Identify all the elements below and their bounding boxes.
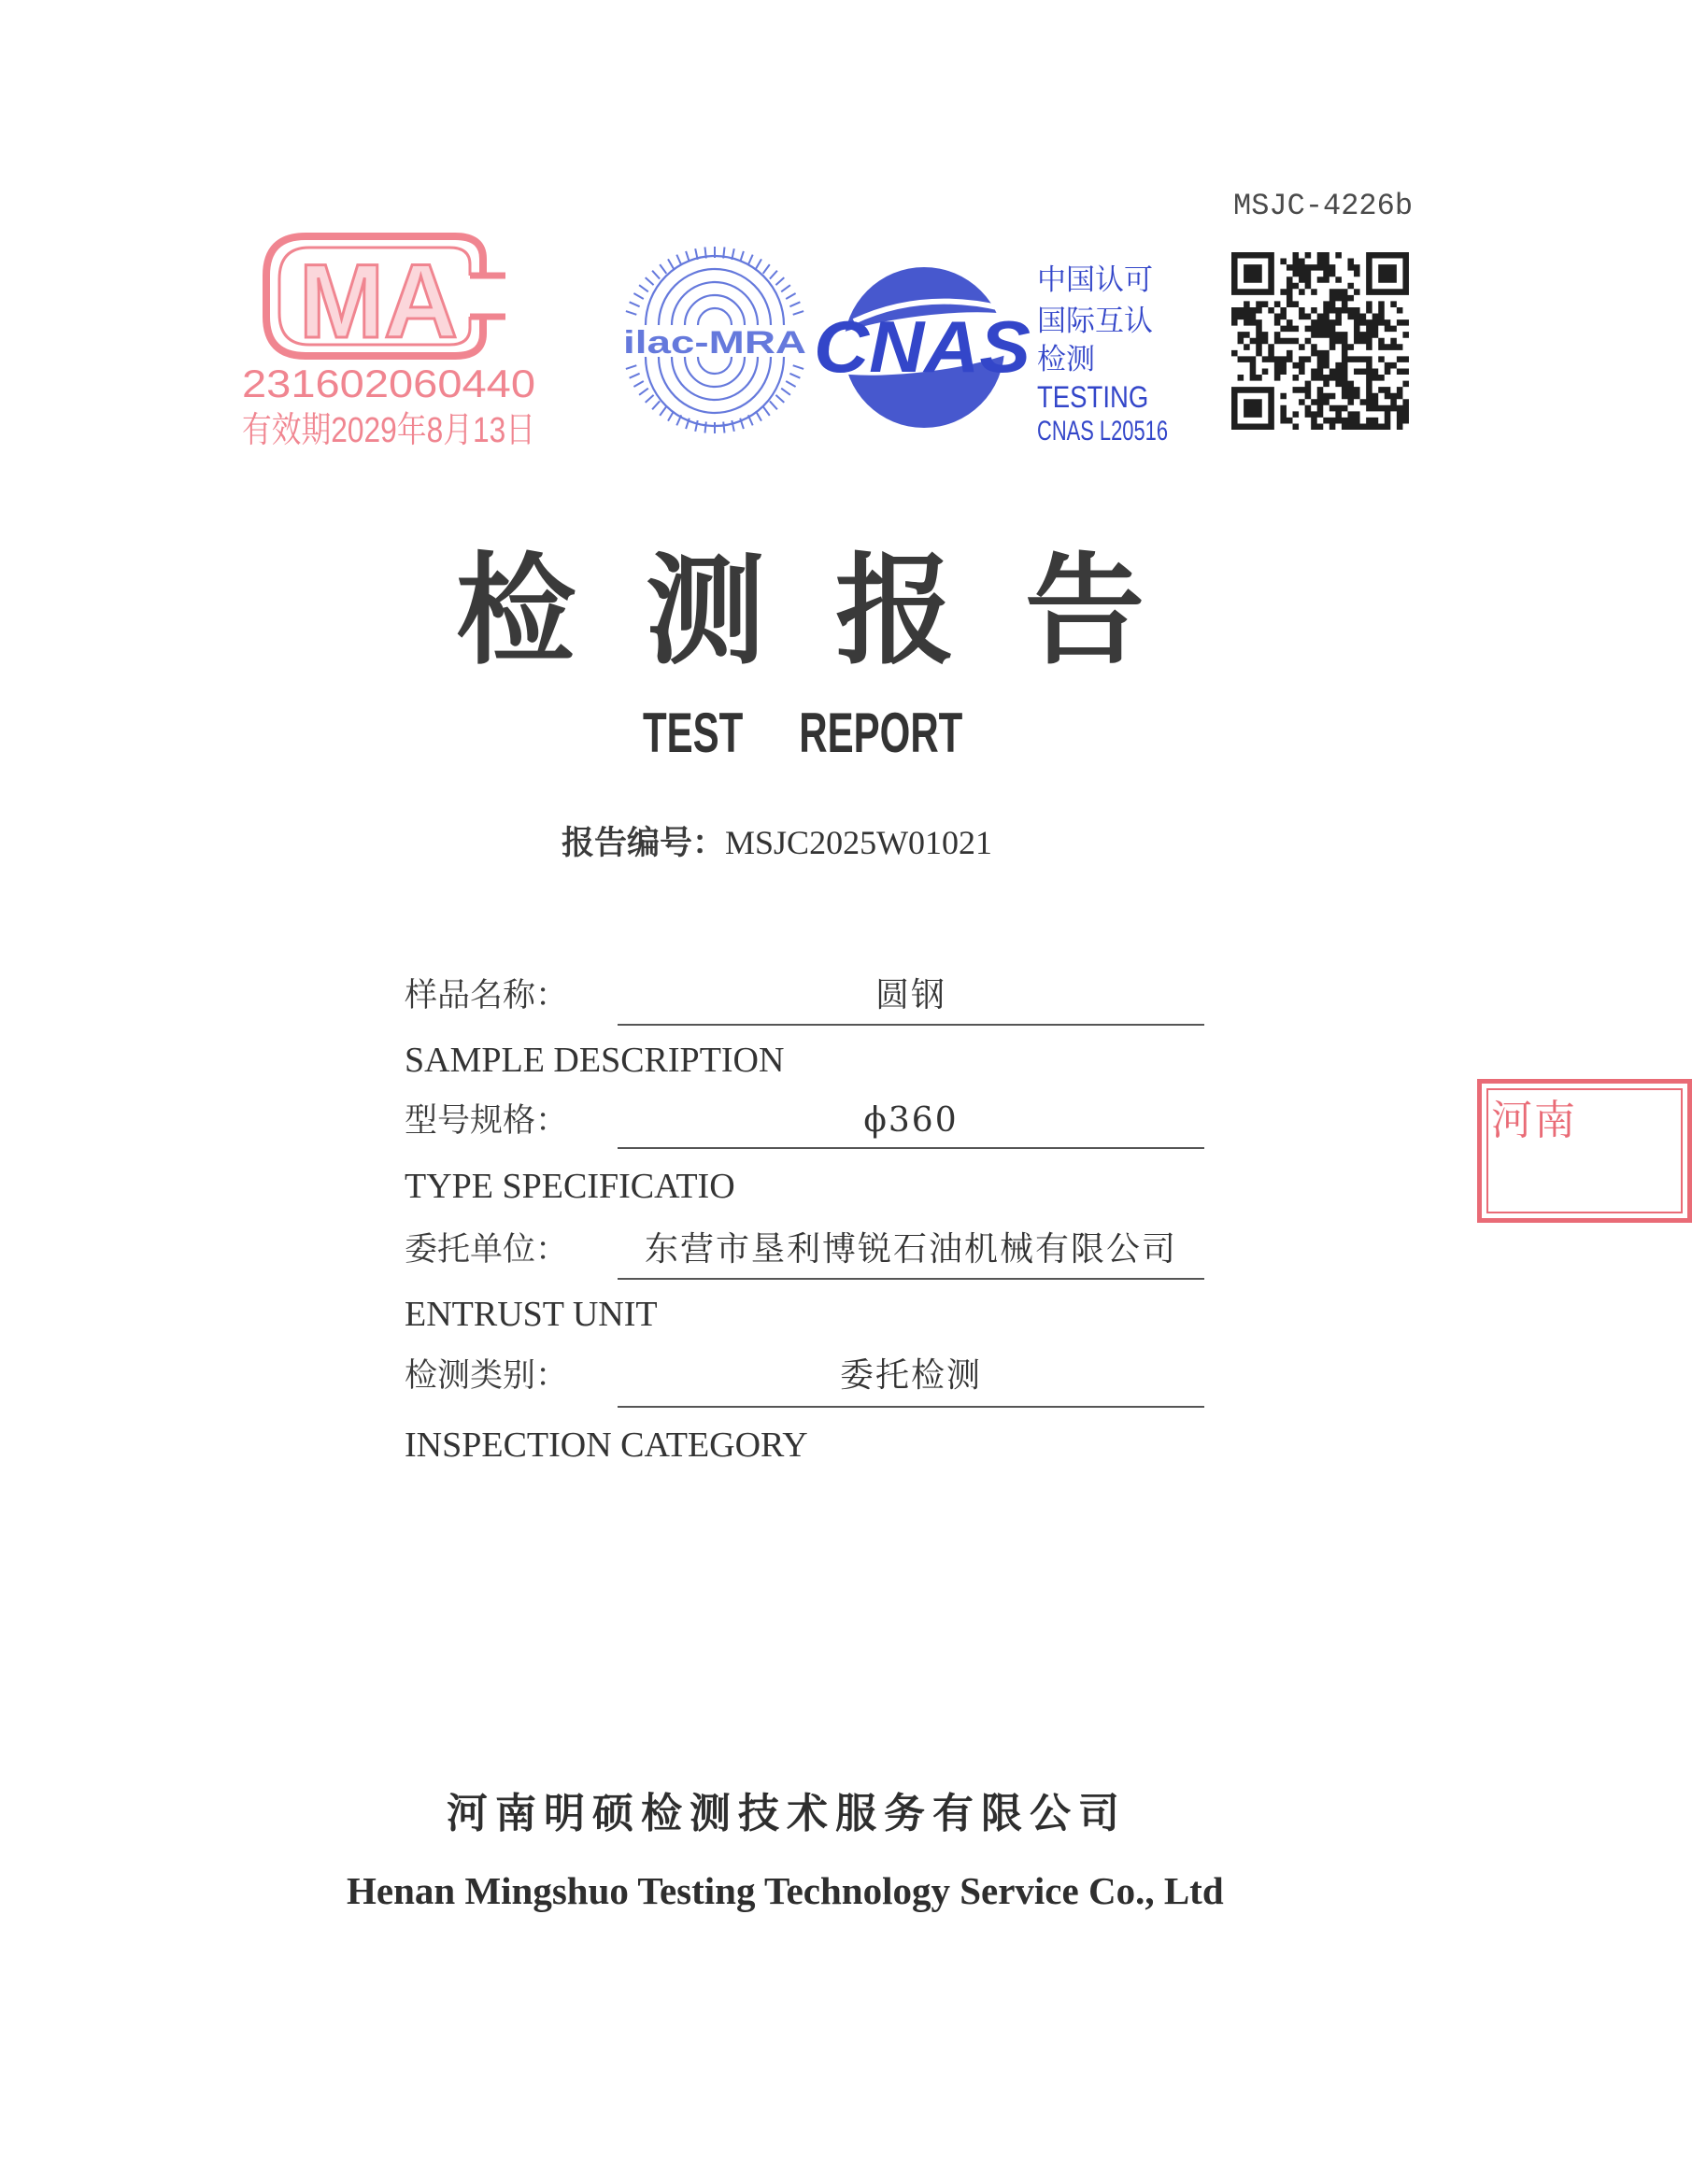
- ilac-tick: [732, 420, 734, 432]
- ilac-tick: [633, 293, 643, 299]
- ilac-tick: [763, 264, 770, 274]
- ilac-tick: [676, 255, 681, 265]
- page-title-zh: 检测报告: [456, 541, 1216, 681]
- ilac-tick: [652, 271, 660, 279]
- edge-seal-text: 河南: [1491, 1097, 1577, 1144]
- ilac-tick: [652, 401, 660, 409]
- cnas-line-testing-en: TESTING: [1037, 380, 1149, 414]
- ilac-tick: [770, 401, 777, 409]
- ilac-tick: [775, 395, 784, 403]
- cnas-logo-text: CNAS: [814, 305, 1031, 388]
- cma-stamp: [238, 229, 547, 453]
- footer-company-zh: 河南明硕检测技术服务有限公司: [447, 1790, 1127, 1837]
- field-type-underline: [618, 1147, 1204, 1149]
- field-type-label-en: TYPE SPECIFICATIO: [405, 1167, 735, 1206]
- ilac-mra-logo: [613, 241, 817, 439]
- field-sample-value: 圆钢: [874, 976, 946, 1014]
- ilac-tick: [793, 365, 803, 369]
- field-entrust-label-en: ENTRUST UNIT: [405, 1295, 658, 1334]
- field-category-underline: [618, 1406, 1204, 1408]
- cnas-line-registration: CNAS L20516: [1037, 416, 1169, 447]
- cnas-line-testing-zh: 检测: [1037, 343, 1095, 376]
- form-code: MSJC-4226b: [1233, 189, 1414, 223]
- ilac-tick: [668, 411, 674, 420]
- footer-company-en: Henan Mingshuo Testing Technology Service Co., Ltd: [347, 1869, 1224, 1912]
- ilac-tick: [770, 271, 777, 279]
- ilac-tick: [786, 293, 795, 299]
- qr-code-icon: [1231, 252, 1409, 430]
- ilac-tick: [789, 302, 800, 306]
- ilac-tick: [646, 395, 654, 403]
- field-entrust-label-zh: 委托单位：: [405, 1231, 569, 1269]
- ilac-tick: [626, 365, 636, 369]
- page-title-en: TEST REPORT: [643, 702, 963, 764]
- ilac-tick: [626, 311, 636, 315]
- cma-validity: 有效期2029年8月13日: [242, 411, 535, 450]
- ilac-tick: [646, 277, 654, 285]
- ilac-tick: [695, 420, 698, 432]
- field-sample-underline: [618, 1024, 1204, 1026]
- field-category-value: 委托检测: [839, 1356, 982, 1395]
- field-entrust-underline: [618, 1278, 1204, 1280]
- ilac-tick: [639, 389, 648, 395]
- field-type-label-zh: 型号规格：: [405, 1102, 569, 1140]
- edge-seal: [1477, 1079, 1577, 1228]
- field-sample-label-zh: 样品名称：: [405, 977, 569, 1014]
- report-number-label: 报告编号：: [562, 825, 726, 862]
- ilac-tick: [639, 285, 648, 291]
- field-entrust-value: 东营市垦利博锐石油机械有限公司: [644, 1230, 1177, 1269]
- ilac-tick: [763, 406, 770, 416]
- cnas-logo: [809, 262, 1035, 439]
- ilac-tick: [756, 411, 761, 420]
- ilac-tick: [781, 389, 790, 395]
- ilac-tick: [786, 381, 795, 387]
- report-number: [562, 822, 992, 870]
- report-number-value: MSJC2025W01021: [725, 824, 993, 861]
- field-type-value: ϕ360: [863, 1101, 959, 1140]
- ilac-tick: [660, 264, 666, 274]
- cma-cert-number: 231602060440: [242, 362, 535, 405]
- ilac-mra-text: ilac-MRA: [623, 325, 806, 361]
- ilac-tick: [705, 422, 706, 433]
- ilac-tick: [668, 259, 674, 268]
- ilac-tick: [793, 311, 803, 315]
- ilac-tick: [781, 285, 790, 291]
- field-sample-label-en: SAMPLE DESCRIPTION: [405, 1041, 785, 1080]
- ilac-tick: [660, 406, 666, 416]
- cnas-line-mutual-recognition: 国际互认: [1037, 305, 1153, 338]
- field-category-label-en: INSPECTION CATEGORY: [405, 1425, 808, 1465]
- cnas-line-china-accreditation: 中国认可: [1037, 263, 1153, 297]
- ilac-tick: [789, 374, 800, 378]
- ilac-tick: [748, 255, 753, 265]
- field-category-label-zh: 检测类别：: [405, 1357, 569, 1395]
- ilac-tick: [630, 374, 640, 378]
- edge-seal-border: [1477, 1079, 1692, 1223]
- ilac-tick: [630, 302, 640, 306]
- ilac-tick: [723, 422, 724, 433]
- ilac-tick: [723, 248, 724, 259]
- ilac-tick: [705, 248, 706, 259]
- ilac-tick: [756, 259, 761, 268]
- ilac-tick: [775, 277, 784, 285]
- ilac-tick: [633, 381, 643, 387]
- cma-logo-text: MA: [299, 243, 458, 360]
